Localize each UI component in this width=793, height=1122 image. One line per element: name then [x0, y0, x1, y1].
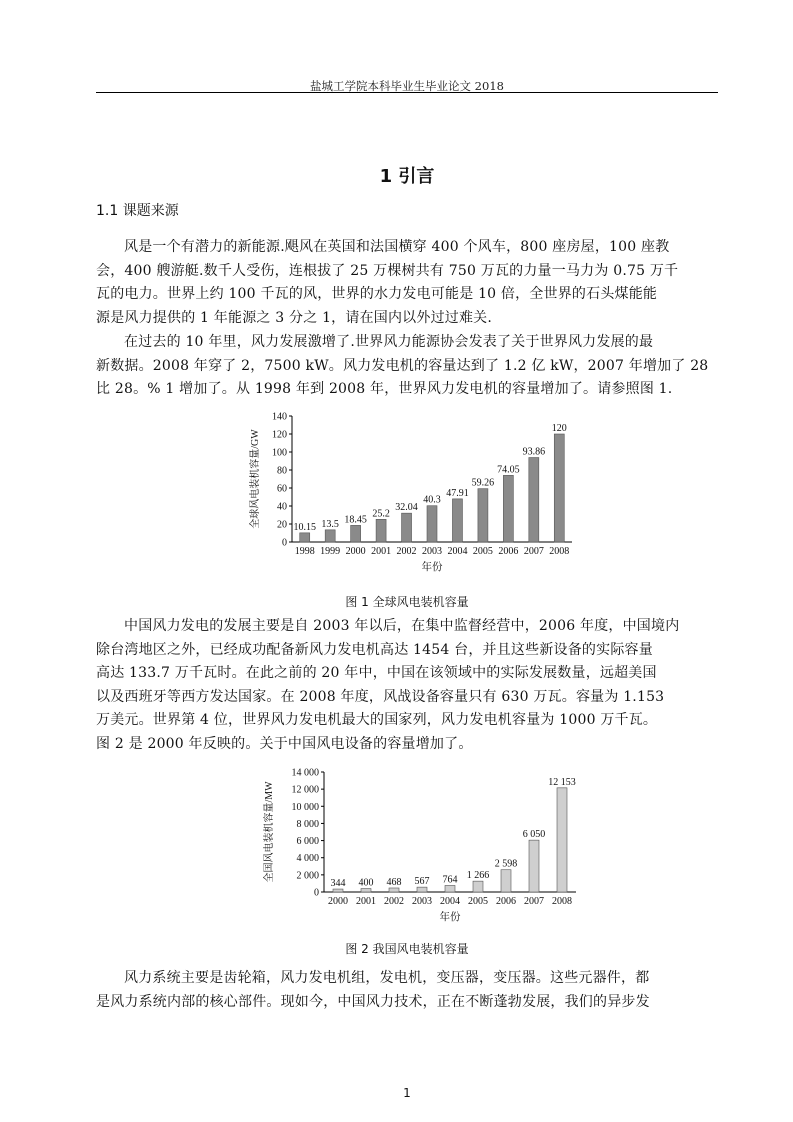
y-tick-label: 2 000 [296, 870, 319, 882]
bar [333, 889, 343, 892]
paragraph-line: 新数据。2008 年穿了 2，7500 kW。风力发电机的容量达到了 1.2 亿 kW，2007 年增加了 28 [96, 357, 709, 374]
x-axis-label: 年份 [421, 562, 443, 573]
paragraph-line: 瓦的电力。世界上约 100 千瓦的风，世界的水力发电可能是 10 倍，全世界的石头煤能能 [96, 286, 658, 303]
x-tick-label: 2008 [552, 896, 572, 907]
value-label: 468 [386, 876, 402, 888]
value-label: 400 [358, 877, 374, 889]
x-tick-label: 2004 [440, 896, 460, 907]
y-axis-label: 全国风电装机容量/MW [264, 781, 275, 883]
y-tick-label: 120 [272, 429, 287, 441]
paragraph-line: 以及西班牙等西方发达国家。在 2008 年度，风战设备容量只有 630 万瓦。容量为 1.153 [96, 688, 665, 705]
paragraph-line: 源是风力提供的 1 年能源之 3 分之 1，请在国内以外过过难关. [96, 309, 493, 326]
y-tick-label: 8 000 [296, 818, 319, 830]
value-label: 120 [551, 423, 567, 434]
bar [503, 475, 513, 542]
bar [300, 533, 310, 542]
paragraph-4 [96, 967, 718, 1014]
y-tick-label: 6 000 [296, 836, 319, 848]
bar [452, 499, 462, 542]
page-number: 1 [403, 1086, 411, 1100]
x-axis-label: 年份 [439, 912, 461, 923]
y-tick-label: 20 [277, 519, 287, 531]
y-tick-label: 10 000 [291, 801, 319, 813]
value-label: 47.91 [446, 487, 469, 499]
value-label: 10.15 [293, 521, 316, 533]
paragraph-2 [96, 331, 718, 402]
x-tick-label: 2003 [412, 896, 432, 907]
running-header: 盐城工学院本科毕业生毕业论文 2018 [310, 79, 504, 93]
x-tick-label: 2001 [356, 896, 376, 907]
value-label: 13.5 [321, 518, 339, 530]
bar [417, 887, 427, 892]
paragraph-line: 中国风力发电的发展主要是自 2003 年以后，在集中监督经营中，2006 年度，中国境内 [124, 618, 680, 634]
bar [529, 458, 539, 542]
paragraph-3 [96, 615, 718, 757]
x-tick-label: 2001 [371, 546, 392, 557]
paragraph-line: 风力系统主要是齿轮箱，风力发电机组，发电机，变压器，变压器。这些元器件，都 [124, 970, 650, 986]
bar [445, 885, 455, 892]
value-label: 59.26 [471, 477, 495, 489]
x-tick-label: 2000 [328, 896, 348, 907]
x-tick-label: 2007 [524, 896, 544, 907]
y-tick-label: 80 [277, 465, 287, 477]
y-tick-label: 0 [282, 537, 287, 549]
x-tick-label: 2005 [468, 896, 488, 907]
value-label: 6 050 [522, 829, 546, 841]
paragraph-line: 会，400 艘游艇.数千人受伤，连根拔了 25 万棵树共有 750 万瓦的力量一马力为 0.75 万千 [96, 262, 679, 279]
x-tick-label: 2005 [472, 546, 493, 557]
y-tick-label: 14 000 [291, 767, 319, 779]
x-tick-label: 2006 [496, 896, 516, 907]
chapter-title: 1 引言 [379, 166, 435, 187]
x-tick-label: 2004 [447, 546, 468, 557]
bar [351, 525, 361, 542]
bar [473, 881, 483, 892]
value-label: 32.04 [395, 502, 418, 514]
bar [529, 840, 539, 892]
paragraph-line: 万美元。世界第 4 位，世界风力发电机最大的国家列，风力发电机容量为 1000 万千瓦。 [96, 712, 658, 729]
bar [478, 489, 488, 542]
bar [501, 870, 511, 892]
bar [402, 513, 412, 542]
section-title: 1.1 课题来源 [96, 203, 179, 219]
value-label: 18.45 [344, 514, 367, 526]
paragraph-line: 是风力系统内部的核心部件。现如今，中国风力技术，正在不断蓬勃发展，我们的异步发 [96, 993, 650, 1010]
figure-2-caption: 图 2 我国风电装机容量 [345, 942, 469, 956]
paragraph-line: 图 2 是 2000 年反映的。关于中国风电设备的容量增加了。 [96, 735, 473, 752]
value-label: 93.86 [522, 446, 546, 458]
value-label: 2 598 [494, 858, 518, 870]
y-tick-label: 40 [277, 501, 287, 513]
paragraph-1 [96, 236, 718, 330]
x-tick-label: 2002 [384, 896, 404, 907]
paragraph-line: 在过去的 10 年里，风力发展激增了.世界风力能源协会发表了关于世界风力发展的最 [124, 334, 654, 350]
paragraph-line: 高达 133.7 万千瓦时。在此之前的 20 年中，中国在该领域中的实际发展数量，远超美国 [96, 665, 657, 682]
x-tick-label: 2000 [345, 546, 366, 557]
paragraph-line: 除台湾地区之外，已经成功配备新风力发电机高达 1454 台，并且这些新设备的实际容量 [96, 641, 653, 658]
paragraph-line: 风是一个有潜力的新能源.飓风在英国和法国横穿 400 个风车，800 座房屋，100 座教 [124, 239, 670, 255]
chart-china-wind-capacity [262, 766, 582, 932]
bar [389, 888, 399, 892]
y-tick-label: 4 000 [296, 853, 319, 865]
value-label: 40.3 [423, 494, 441, 506]
bar [376, 519, 386, 542]
y-axis-label: 全球风电装机容量/GW [250, 429, 261, 529]
value-label: 567 [414, 876, 430, 888]
x-tick-label: 2003 [422, 546, 442, 557]
figure-2 [262, 766, 582, 932]
y-tick-label: 0 [314, 887, 319, 899]
value-label: 344 [330, 878, 346, 890]
figure-1 [248, 412, 578, 584]
value-label: 12 153 [548, 776, 576, 788]
x-tick-label: 2006 [498, 546, 519, 557]
value-label: 1 266 [466, 870, 490, 882]
x-tick-label: 2007 [523, 546, 544, 557]
chart-global-wind-capacity [248, 412, 578, 584]
y-tick-label: 140 [272, 411, 287, 423]
x-tick-label: 2008 [549, 546, 570, 557]
x-tick-label: 1998 [294, 546, 315, 557]
x-tick-label: 2002 [396, 546, 417, 557]
bar [325, 530, 335, 542]
y-tick-label: 60 [277, 483, 287, 495]
y-tick-label: 100 [272, 447, 287, 459]
value-label: 25.2 [372, 508, 390, 520]
bar [554, 434, 564, 542]
paragraph-line: 比 28。% 1 增加了。从 1998 年到 2008 年，世界风力发电机的容量增加了。请参照图 1. [96, 381, 673, 398]
bar [557, 788, 567, 892]
y-tick-label: 12 000 [291, 784, 319, 796]
header-rule [96, 92, 718, 93]
bar [361, 889, 371, 892]
figure-1-caption: 图 1 全球风电装机容量 [345, 595, 469, 609]
x-tick-label: 1999 [320, 546, 341, 557]
value-label: 74.05 [497, 464, 520, 476]
value-label: 764 [442, 874, 458, 886]
bar [427, 506, 437, 542]
